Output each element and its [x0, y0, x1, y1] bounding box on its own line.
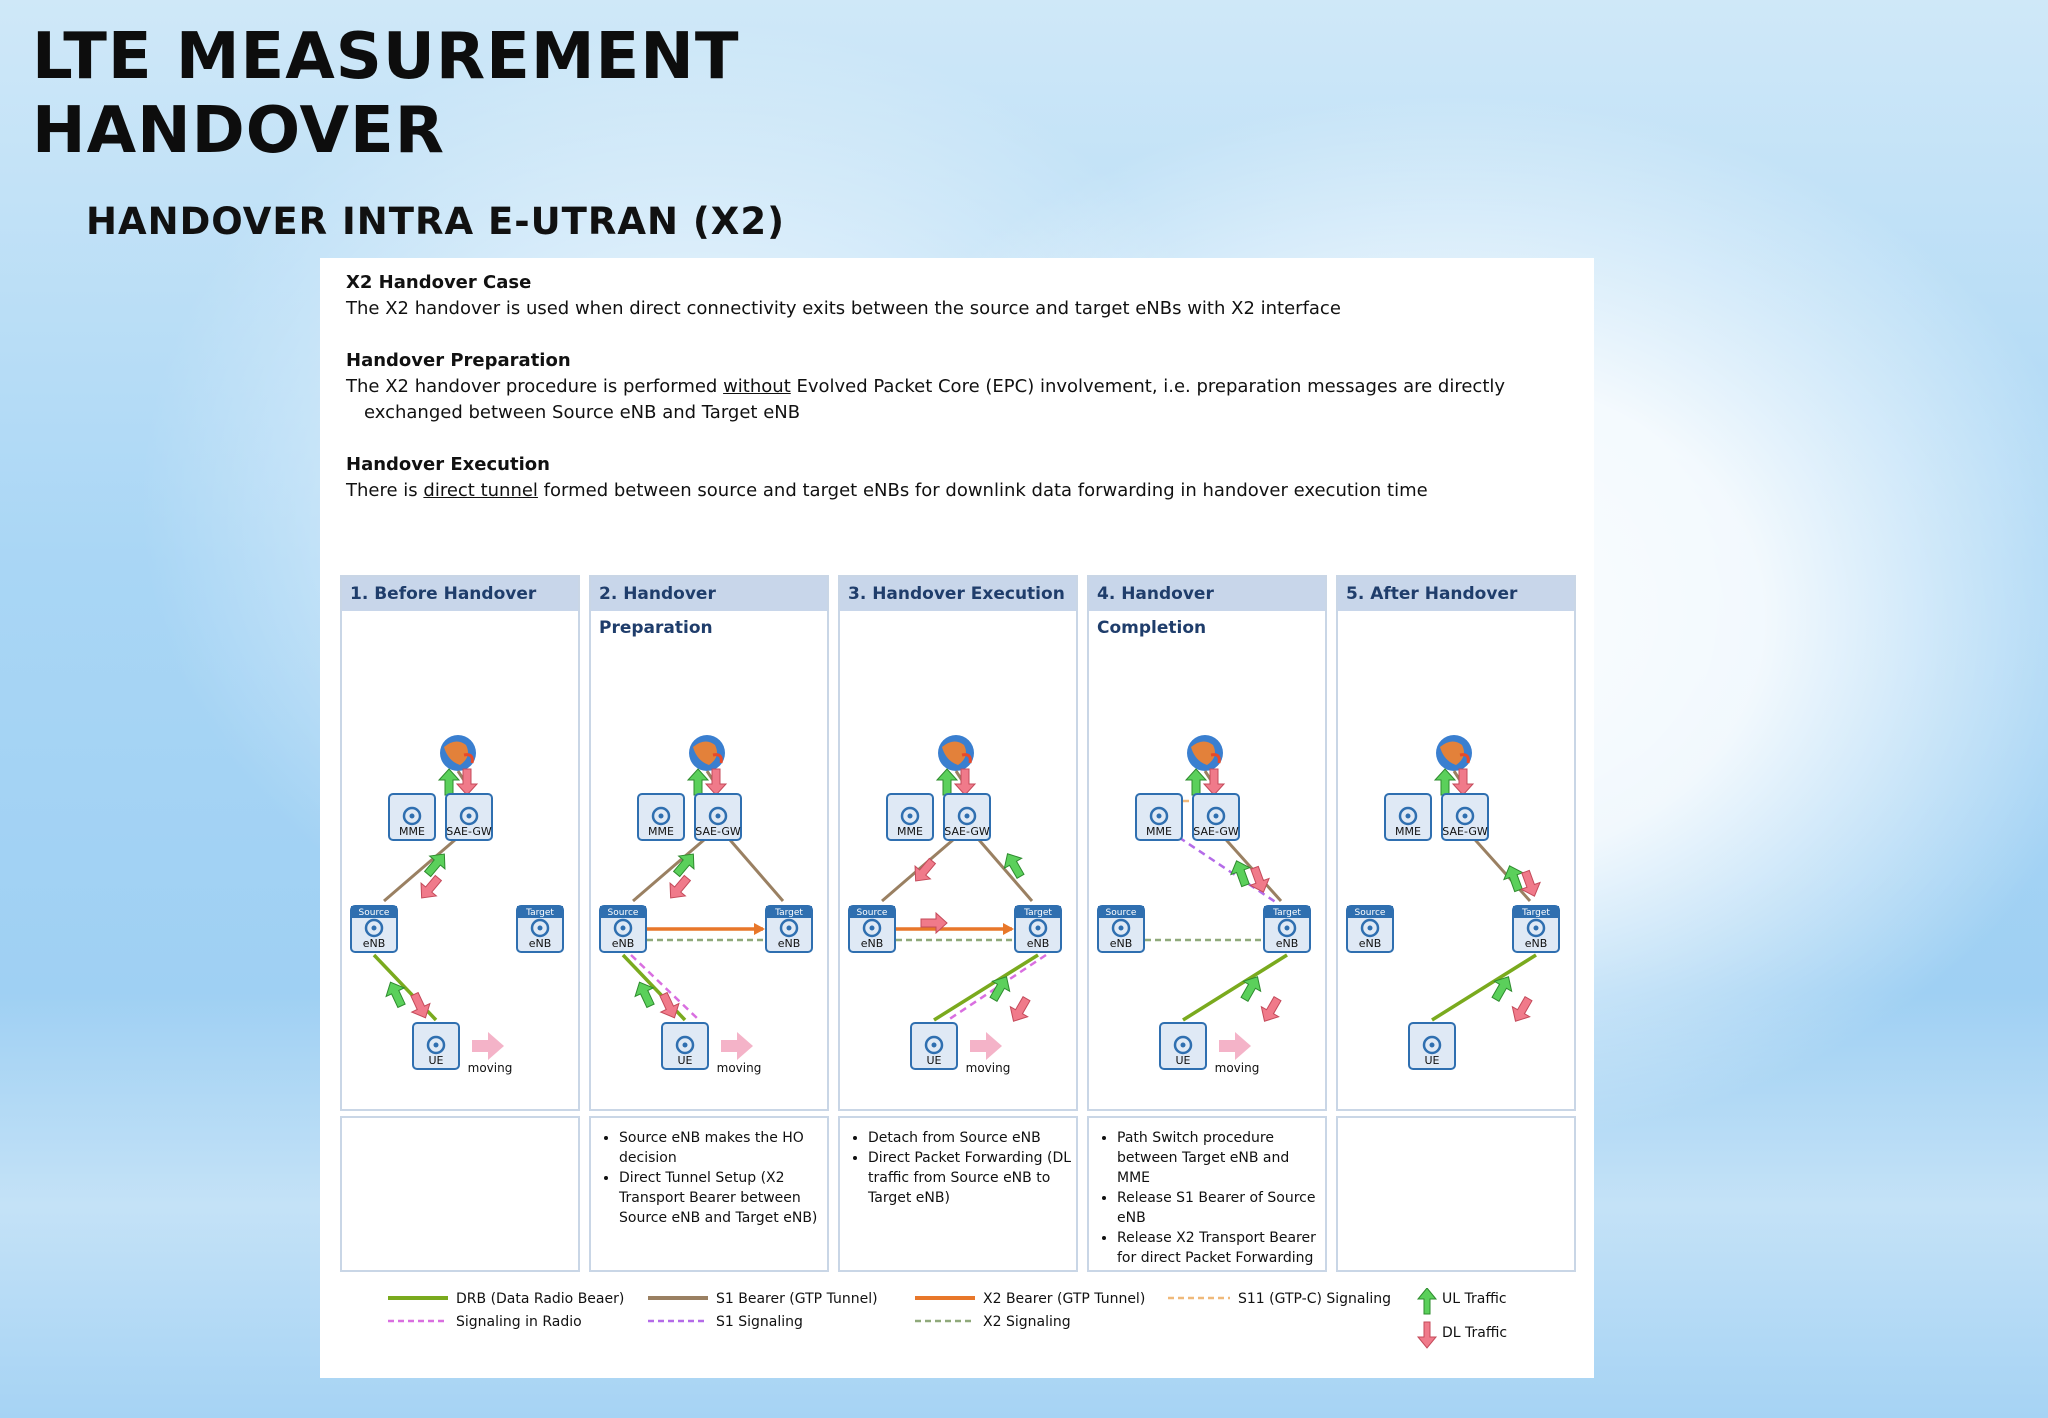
sae-gw-node	[695, 794, 741, 840]
moving-arrow-icon	[970, 1032, 1002, 1060]
ul-traffic-icon	[999, 849, 1029, 882]
panel-title: 2. Handover Preparation	[591, 577, 827, 611]
moving-arrow-icon	[1219, 1032, 1251, 1060]
svg-text:eNB: eNB	[1358, 937, 1382, 950]
legend-ul-arrow-icon	[1418, 1288, 1436, 1314]
exec-heading: Handover Execution	[346, 454, 550, 475]
source-enb-node	[351, 906, 397, 952]
svg-text:SAE-GW: SAE-GW	[1193, 825, 1239, 838]
ue-node	[413, 1023, 459, 1069]
svg-text:UE: UE	[926, 1054, 942, 1067]
note-item: • Direct Packet Forwarding (DL traffic from Source eNB to Target eNB)	[868, 1148, 1076, 1208]
svg-text:Target: Target	[1522, 908, 1550, 918]
mme-node	[887, 794, 933, 840]
sae-gw-node	[1442, 794, 1488, 840]
ul-traffic-icon	[439, 769, 459, 795]
legend-s1-sig-label: S1 Signaling	[716, 1314, 803, 1330]
s1-bearer-line	[1220, 833, 1281, 901]
svg-text:UE: UE	[1175, 1054, 1191, 1067]
svg-text:Target: Target	[775, 908, 803, 918]
ul-traffic-icon	[1435, 769, 1455, 795]
s1-bearer-line	[724, 833, 783, 901]
notes-box-preparation	[589, 1116, 829, 1272]
panel-title: 5. After Handover	[1338, 577, 1574, 611]
legend-dl-label: DL Traffic	[1442, 1325, 1508, 1341]
moving-label: moving	[716, 1061, 762, 1075]
ue-node	[911, 1023, 957, 1069]
internet-globe-icon	[1436, 735, 1472, 771]
dl-traffic-icon	[1507, 994, 1537, 1027]
svg-text:eNB: eNB	[1275, 937, 1299, 950]
note-item: • Release S1 Bearer of Source eNB	[1117, 1188, 1325, 1228]
sae-gw-node	[1193, 794, 1239, 840]
slide-subtitle: HANDOVER INTRA E-UTRAN (X2)	[86, 200, 785, 243]
internet-globe-icon	[440, 735, 476, 771]
mme-node	[389, 794, 435, 840]
s1-bearer-line	[1469, 833, 1530, 901]
source-enb-node	[849, 906, 895, 952]
svg-text:SAE-GW: SAE-GW	[1442, 825, 1488, 838]
dl-traffic-icon	[1005, 994, 1035, 1027]
svg-text:Source: Source	[856, 908, 888, 918]
x2-bearer-arrowhead	[754, 923, 765, 935]
legend-radio-sig-label: Signaling in Radio	[456, 1314, 582, 1330]
moving-label: moving	[965, 1061, 1011, 1075]
mme-node	[1385, 794, 1431, 840]
legend	[320, 1288, 1594, 1358]
ul-traffic-icon	[381, 978, 410, 1010]
legend-dl-arrow-icon	[1418, 1322, 1436, 1348]
svg-text:SAE-GW: SAE-GW	[695, 825, 741, 838]
moving-label: moving	[1214, 1061, 1260, 1075]
svg-text:Source: Source	[1105, 908, 1137, 918]
svg-text:Target: Target	[1273, 908, 1301, 918]
slide-title: LTE MEASUREMENT HANDOVER	[32, 20, 740, 168]
svg-text:eNB: eNB	[860, 937, 884, 950]
handover-diagrams	[320, 558, 1594, 1118]
note-item: • Path Switch procedure between Target eNB and MME	[1117, 1128, 1325, 1188]
svg-text:eNB: eNB	[611, 937, 635, 950]
notes-box-execution	[838, 1116, 1078, 1272]
ul-traffic-icon	[937, 769, 957, 795]
source-enb-node	[600, 906, 646, 952]
svg-text:Target: Target	[526, 908, 554, 918]
ue-node	[1409, 1023, 1455, 1069]
source-enb-node	[1098, 906, 1144, 952]
ul-traffic-icon	[688, 769, 708, 795]
svg-text:SAE-GW: SAE-GW	[446, 825, 492, 838]
notes-box-after	[1336, 1116, 1576, 1272]
svg-text:eNB: eNB	[528, 937, 552, 950]
target-enb-node	[1264, 906, 1310, 952]
notes-box-completion	[1087, 1116, 1327, 1272]
mme-node	[1136, 794, 1182, 840]
note-item: • Source eNB makes the HO decision	[619, 1128, 827, 1168]
note-item: • Release X2 Transport Bearer for direct Packet Forwarding	[1117, 1228, 1325, 1268]
target-enb-node	[1015, 906, 1061, 952]
panel-title: 3. Handover Execution	[840, 577, 1076, 611]
svg-text:Target: Target	[1024, 908, 1052, 918]
svg-text:UE: UE	[677, 1054, 693, 1067]
source-enb-node	[1347, 906, 1393, 952]
notes-box-before	[340, 1116, 580, 1272]
mme-node	[638, 794, 684, 840]
internet-globe-icon	[1187, 735, 1223, 771]
moving-arrow-icon	[472, 1032, 504, 1060]
ue-node	[662, 1023, 708, 1069]
dl-traffic-icon	[1256, 994, 1286, 1027]
internet-globe-icon	[938, 735, 974, 771]
svg-text:Source: Source	[358, 908, 390, 918]
target-enb-node	[766, 906, 812, 952]
target-enb-node	[517, 906, 563, 952]
note-item: • Direct Tunnel Setup (X2 Transport Bearer between Source eNB and Target eNB)	[619, 1168, 827, 1228]
internet-globe-icon	[689, 735, 725, 771]
moving-arrow-icon	[721, 1032, 753, 1060]
legend-ul-label: UL Traffic	[1442, 1291, 1507, 1307]
moving-label: moving	[467, 1061, 513, 1075]
case-text: The X2 handover is used when direct connectivity exits between the source and target eNBs with X2 interface	[346, 298, 1341, 319]
svg-text:MME: MME	[1146, 825, 1172, 838]
exec-text: There is direct tunnel formed between source and target eNBs for downlink data forwarding in handover execution time	[346, 480, 1428, 501]
s1-bearer-line	[973, 833, 1032, 901]
legend-x2-label: X2 Bearer (GTP Tunnel)	[983, 1291, 1146, 1307]
dl-traffic-icon	[908, 855, 940, 888]
panel-title: 4. Handover Completion	[1089, 577, 1325, 611]
prep-text-line2: exchanged between Source eNB and Target eNB	[364, 402, 801, 423]
svg-text:MME: MME	[897, 825, 923, 838]
svg-text:eNB: eNB	[362, 937, 386, 950]
sae-gw-node	[944, 794, 990, 840]
svg-text:MME: MME	[399, 825, 425, 838]
svg-text:eNB: eNB	[1524, 937, 1548, 950]
handover-document	[320, 258, 1594, 1378]
prep-heading: Handover Preparation	[346, 350, 571, 371]
ul-traffic-icon	[985, 972, 1015, 1005]
svg-text:SAE-GW: SAE-GW	[944, 825, 990, 838]
ul-traffic-icon	[1186, 769, 1206, 795]
svg-text:UE: UE	[1424, 1054, 1440, 1067]
target-enb-node	[1513, 906, 1559, 952]
svg-text:UE: UE	[428, 1054, 444, 1067]
svg-text:eNB: eNB	[1109, 937, 1133, 950]
ul-traffic-icon	[630, 978, 659, 1010]
ue-node	[1160, 1023, 1206, 1069]
legend-x2-sig-label: X2 Signaling	[983, 1314, 1071, 1330]
svg-text:MME: MME	[1395, 825, 1421, 838]
case-heading: X2 Handover Case	[346, 272, 532, 293]
legend-drb-label: DRB (Data Radio Beaer)	[456, 1291, 625, 1307]
panel-title: 1. Before Handover	[342, 577, 578, 611]
prep-text: The X2 handover procedure is performed without Evolved Packet Core (EPC) involvement, i.e. preparation messages are directly	[346, 376, 1506, 397]
sae-gw-node	[446, 794, 492, 840]
legend-s11-label: S11 (GTP-C) Signaling	[1238, 1291, 1392, 1307]
note-item: • Detach from Source eNB	[868, 1128, 1076, 1148]
x2-bearer-arrowhead	[1003, 923, 1014, 935]
svg-text:Source: Source	[607, 908, 639, 918]
svg-text:MME: MME	[648, 825, 674, 838]
legend-s1-label: S1 Bearer (GTP Tunnel)	[716, 1291, 878, 1307]
svg-text:Source: Source	[1354, 908, 1386, 918]
svg-text:eNB: eNB	[1026, 937, 1050, 950]
svg-text:eNB: eNB	[777, 937, 801, 950]
